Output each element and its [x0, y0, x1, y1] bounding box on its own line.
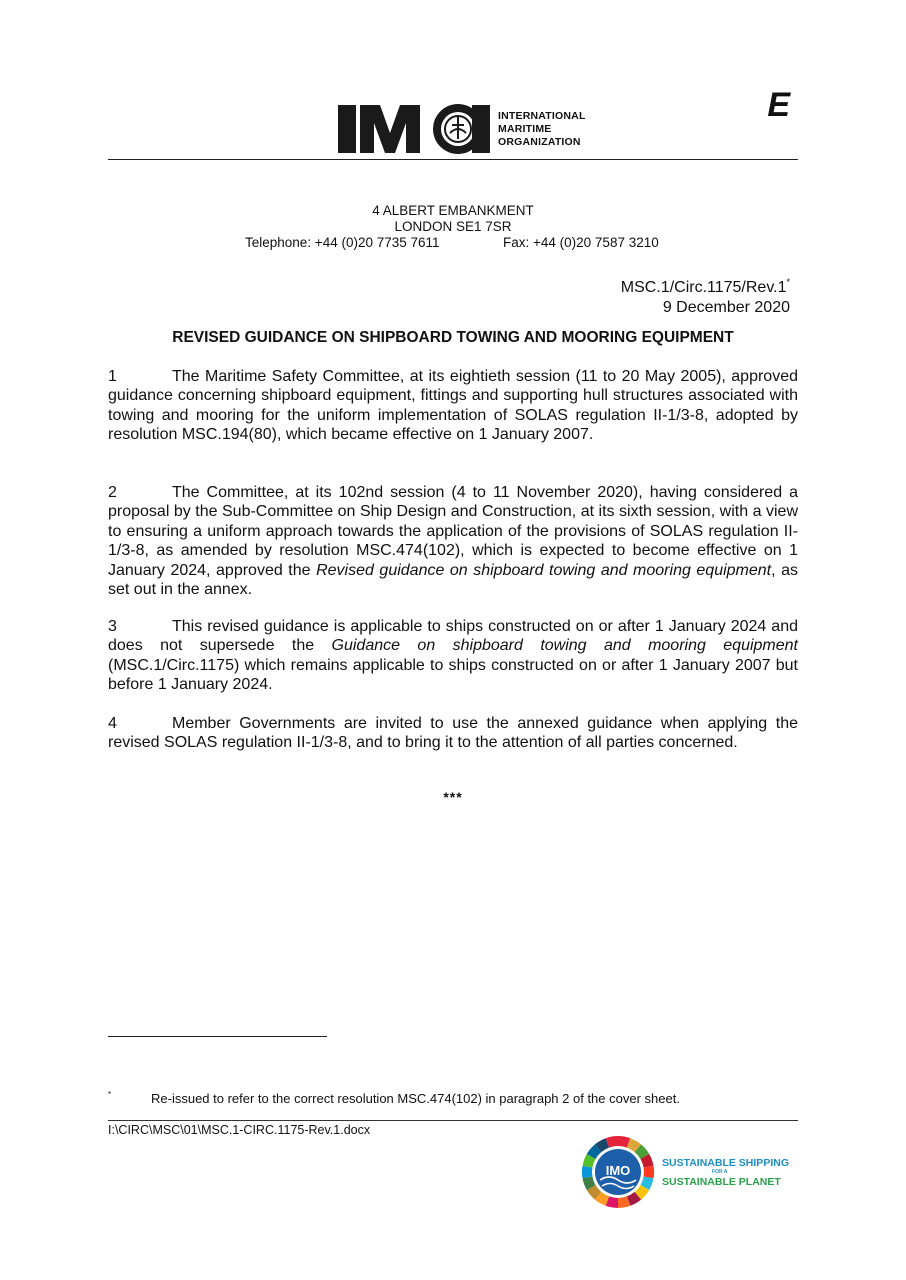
paragraph-text-tail: (MSC.1/Circ.1175) which remains applicable to ships constructed on or after 1 January 2007 but before 1 January 2024. — [108, 656, 798, 694]
paragraph-number: 2 — [108, 484, 117, 501]
org-name-line: ORGANIZATION — [498, 135, 581, 148]
footer-divider — [108, 1120, 798, 1121]
sdg-line-2: FOR A — [712, 1168, 728, 1175]
document-date: 9 December 2020 — [662, 299, 790, 316]
address-line-1: 4 ALBERT EMBANKMENT — [372, 203, 534, 218]
language-code: E — [767, 86, 790, 124]
telephone: Telephone: +44 (0)20 7735 7611 — [245, 235, 440, 250]
org-name-line: MARITIME — [498, 122, 552, 135]
imo-logo-mark — [338, 103, 490, 155]
sdg-wheel-icon — [580, 1134, 656, 1210]
document-symbol: MSC.1/Circ.1175/Rev.1 — [620, 279, 787, 296]
footnote — [108, 1087, 680, 1107]
paragraph-number: 1 — [108, 368, 117, 385]
paragraph-number: 3 — [108, 618, 117, 635]
document-title: REVISED GUIDANCE ON SHIPBOARD TOWING AND MOORING EQUIPMENT — [172, 329, 734, 346]
sdg-logo — [580, 1134, 789, 1210]
footnote-mark: * — [786, 277, 790, 287]
paragraph-2 — [108, 483, 798, 599]
paragraph-4 — [108, 714, 798, 753]
paragraph-text: The Committee, at its 102nd session (4 to 11 November 2020), having considered a proposal by the Sub-Committee on Ship Design and Construction, at its sixth session, with a view to ensuring a uniform approach towards the application of the provisions of SOLAS regulation II-1/3-8, as amended by resolution MSC.474(102), which is expected to become effective on 1 January 2024, approved the — [108, 484, 798, 579]
paragraph-italic-title: Guidance on shipboard towing and mooring equipment — [331, 637, 798, 655]
sdg-center-text: IMO — [605, 1163, 631, 1178]
paragraph-text: Member Governments are invited to use the annexed guidance when applying the revised SOLAS regulation II-1/3-8, and to bring it to the attention of all parties concerned. — [108, 715, 798, 752]
footnote-divider — [108, 1036, 327, 1037]
sdg-slogan — [662, 1157, 789, 1188]
paragraph-1 — [108, 367, 798, 445]
paragraph-number: 4 — [108, 715, 117, 732]
org-name-line: INTERNATIONAL — [498, 109, 586, 122]
sdg-line-3: SUSTAINABLE PLANET — [662, 1175, 781, 1188]
document-reference — [621, 272, 790, 318]
header-divider — [108, 159, 798, 160]
paragraph-text-tail: , as set out in the annex. — [108, 561, 799, 599]
sdg-line-1: SUSTAINABLE SHIPPING — [662, 1156, 789, 1169]
paragraph-3 — [108, 617, 798, 695]
paragraph-text: This revised guidance is applicable to ships constructed on or after 1 January 2024 and does not supersede the — [108, 618, 798, 655]
paragraph-text: The Maritime Safety Committee, at its eightieth session (11 to 20 May 2005), approved guidance concerning shipboard equipment, fittings and supporting hull structures associated with towing and mooring for the uniform implementation of SOLAS regulation II-1/3-8, adopted by resolution MSC.194(80), which became effective on 1 January 2007. — [108, 368, 798, 444]
footnote-text: Re-issued to refer to the correct resolution MSC.474(102) in paragraph 2 of the cover sheet. — [151, 1091, 680, 1106]
section-separator: *** — [443, 789, 463, 805]
paragraph-italic-title: Revised guidance on shipboard towing and mooring equipment — [316, 561, 772, 579]
footnote-mark: * — [108, 1090, 112, 1099]
imo-logo — [338, 103, 586, 155]
fax: Fax: +44 (0)20 7587 3210 — [503, 235, 659, 250]
file-path: I:\CIRC\MSC\01\MSC.1-CIRC.1175-Rev.1.docx — [108, 1123, 371, 1137]
org-name — [498, 110, 586, 149]
address-line-2: LONDON SE1 7SR — [394, 219, 512, 234]
